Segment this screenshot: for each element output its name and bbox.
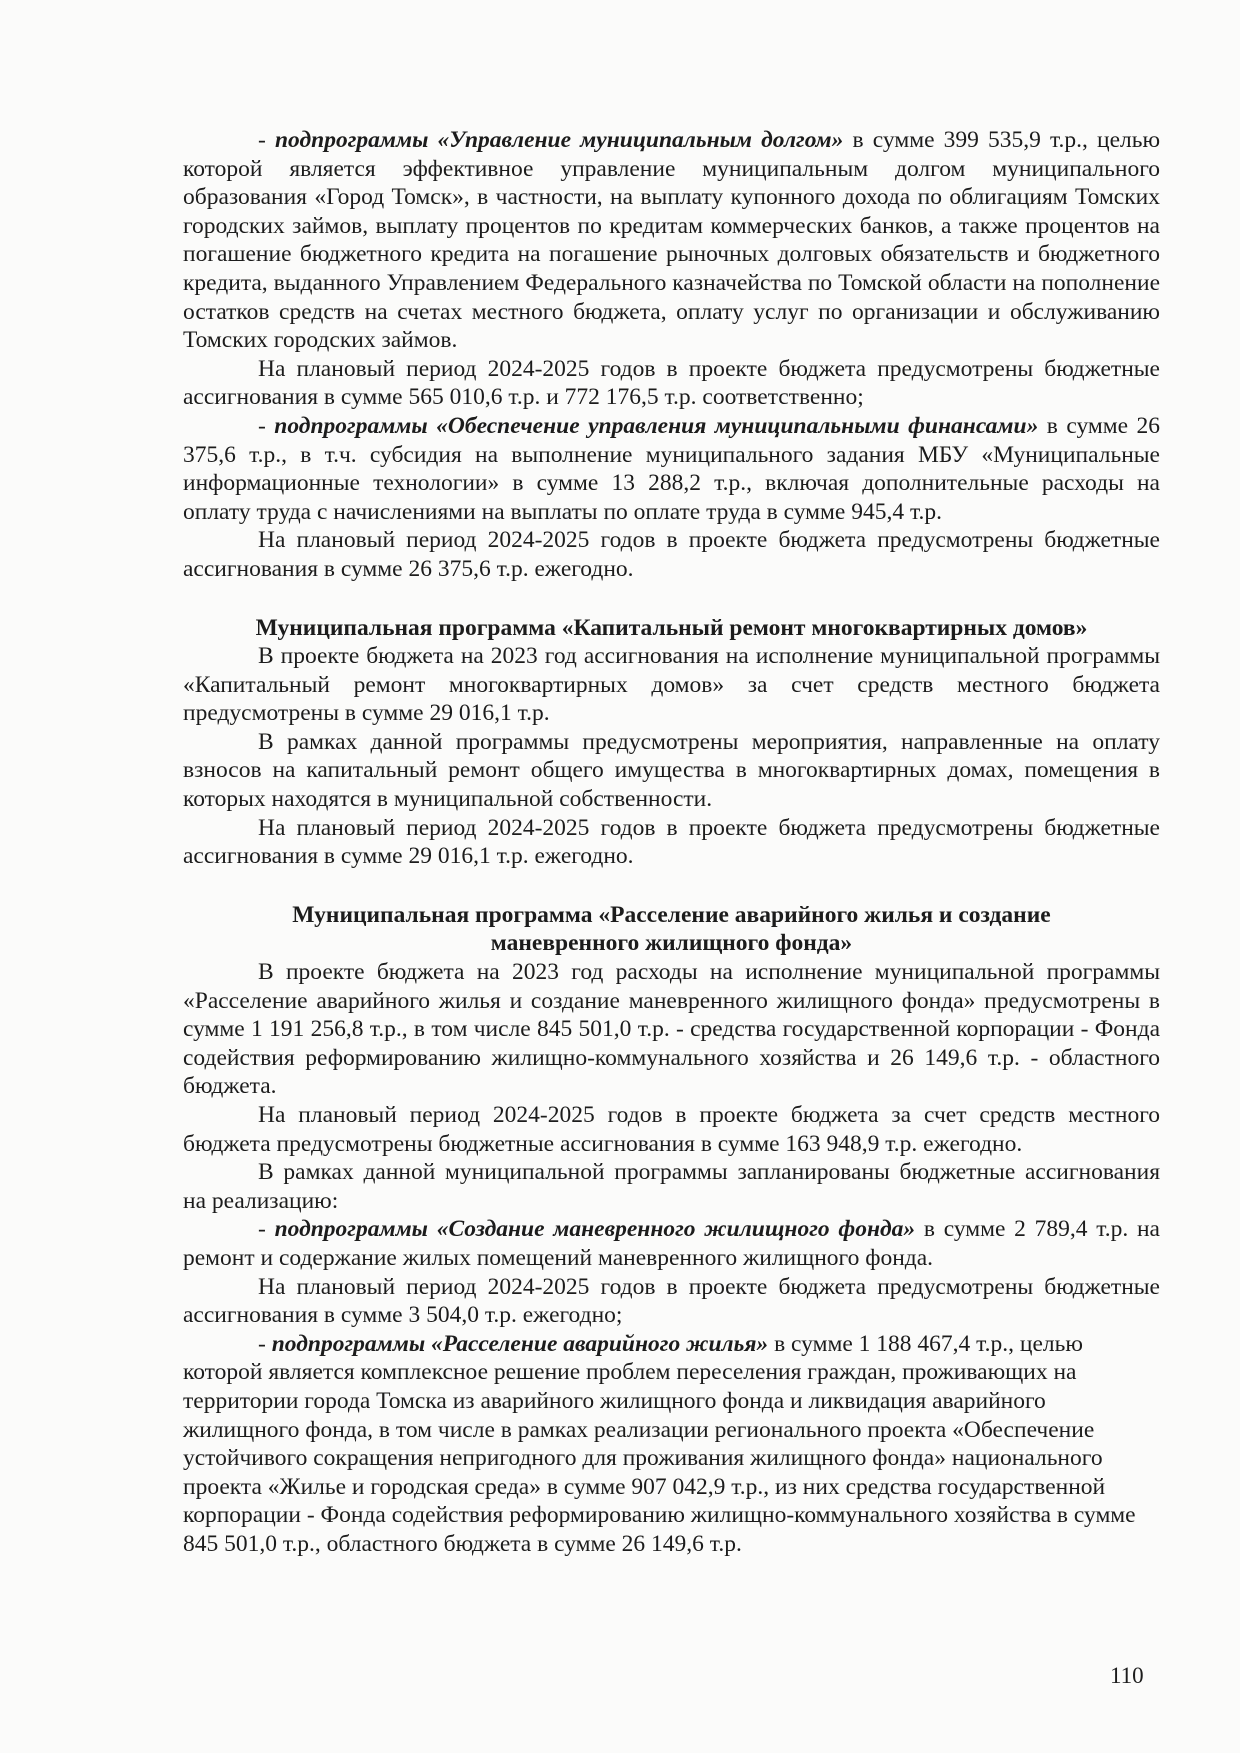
heading-capital-repair: Муниципальная программа «Капитальный ремонт многоквартирных домов» bbox=[255, 614, 1088, 641]
subprogram-title-finance: подпрограммы «Обеспечение управления муниципальными финансами» bbox=[274, 412, 1039, 439]
heading-relocation-line1: Муниципальная программа «Расселение аварийного жилья и создание bbox=[292, 901, 1051, 928]
list-dash: - bbox=[258, 412, 275, 439]
paragraph-emergency-subprogram bbox=[183, 1330, 1160, 1559]
paragraph-text: в сумме 2 789,4 т.р. на ремонт и содержание жилых помещений маневренного жилищного фонда. bbox=[183, 1216, 1160, 1271]
subprogram-title-emergency: подпрограммы «Расселение аварийного жилья» bbox=[271, 1330, 769, 1357]
subprogram-title-debt: подпрограммы «Управление муниципальным долгом» bbox=[274, 127, 844, 153]
list-dash: - bbox=[258, 1330, 272, 1357]
document-body bbox=[183, 126, 1160, 1559]
paragraph-relocation-1: В проекте бюджета на 2023 год расходы на исполнение муниципальной программы «Расселение аварийного жилья и создание маневренного жилищного фонда» предусмотрены в сумме 1 191 256,8 т.р., в том числе 845 501,0 т.р. - средства государственной корпорации - Фонда содействия реформированию жилищно-коммунального хозяйства и 26 149,6 т.р. - областного бюджета. bbox=[183, 959, 1160, 1100]
heading-relocation-line2: маневренного жилищного фонда» bbox=[490, 930, 853, 957]
paragraph-capital-repair-3: На плановый период 2024-2025 годов в проекте бюджета предусмотрены бюджетные ассигнования в сумме 29 016,1 т.р. ежегодно. bbox=[183, 814, 1160, 870]
list-dash: - bbox=[258, 127, 275, 153]
subprogram-title-maneuver: подпрограммы «Создание маневренного жилищного фонда» bbox=[274, 1216, 916, 1243]
paragraph-finance-plan: На плановый период 2024-2025 годов в проекте бюджета предусмотрены бюджетные ассигнования в сумме 26 375,6 т.р. ежегодно. bbox=[183, 527, 1160, 582]
paragraph-text: в сумме 1 188 467,4 т.р., целью которой является комплексное решение проблем переселения граждан, проживающих на территории города Томска из аварийного жилищного фонда и ликвидация аварийного жилищного фонда, в том числе в рамках реализации регионального проекта «Обеспечение устойчивого сокращения непригодного для проживания жилищного фонда» национального проекта «Жилье и городская среда» в сумме 907 042,9 т.р., из них средства государственной корпорации - Фонда содействия реформированию жилищно-коммунального хозяйства в сумме 845 501,0 т.р., областного бюджета в сумме 26 149,6 т.р. bbox=[183, 1330, 1136, 1557]
paragraph-capital-repair-1: В проекте бюджета на 2023 год ассигнования на исполнение муниципальной программы «Капитальный ремонт многоквартирных домов» за счет средств местного бюджета предусмотрены в сумме 29 016,1 т.р. bbox=[183, 643, 1160, 727]
paragraph-relocation-3: В рамках данной муниципальной программы запланированы бюджетные ассигнования на реализацию: bbox=[183, 1159, 1160, 1214]
heading-relocation bbox=[183, 901, 1160, 958]
paragraph-capital-repair-2: В рамках данной программы предусмотрены мероприятия, направленные на оплату взносов на капитальный ремонт общего имущества в многоквартирных домах, помещения в которых находятся в муниципальной собственности. bbox=[183, 728, 1160, 813]
paragraph-finance-subprogram bbox=[183, 412, 1160, 526]
list-dash: - bbox=[258, 1216, 275, 1243]
paragraph-maneuver-plan: На плановый период 2024-2025 годов в проекте бюджета предусмотрены бюджетные ассигнования в сумме 3 504,0 т.р. ежегодно; bbox=[183, 1273, 1160, 1329]
paragraph-debt-subprogram bbox=[183, 126, 1160, 355]
paragraph-debt-plan: На плановый период 2024-2025 годов в проекте бюджета предусмотрены бюджетные ассигнования в сумме 565 010,6 т.р. и 772 176,5 т.р. соответственно; bbox=[183, 355, 1160, 411]
paragraph-maneuver-subprogram bbox=[183, 1215, 1160, 1272]
paragraph-text: в сумме 399 535,9 т.р., целью которой является эффективное управление муниципальным долгом муниципального образования «Город Томск», в частности, на выплату купонного дохода по облигациям Томских городских займов, выплату процентов по кредитам коммерческих банков, а также процентов на погашение бюджетного кредита на погашение рыночных долговых обязательств и бюджетного кредита, выданного Управлением Федерального казначейства по Томской области на пополнение остатков средств на счетах местного бюджета, оплату услуг по организации и обслуживанию Томских городских займов. bbox=[183, 127, 1161, 354]
paragraph-relocation-2: На плановый период 2024-2025 годов в проекте бюджета за счет средств местного бюджета предусмотрены бюджетные ассигнования в сумме 163 948,9 т.р. ежегодно. bbox=[183, 1102, 1160, 1157]
page-number: 110 bbox=[1110, 1663, 1144, 1688]
paragraph-text: в сумме 26 375,6 т.р., в т.ч. субсидия на выполнение муниципального задания МБУ «Муниципальные информационные технологии» в сумме 13 288,2 т.р., включая дополнительные расходы на оплату труда с начислениями на выплаты по оплате труда в сумме 945,4 т.р. bbox=[183, 412, 1161, 525]
